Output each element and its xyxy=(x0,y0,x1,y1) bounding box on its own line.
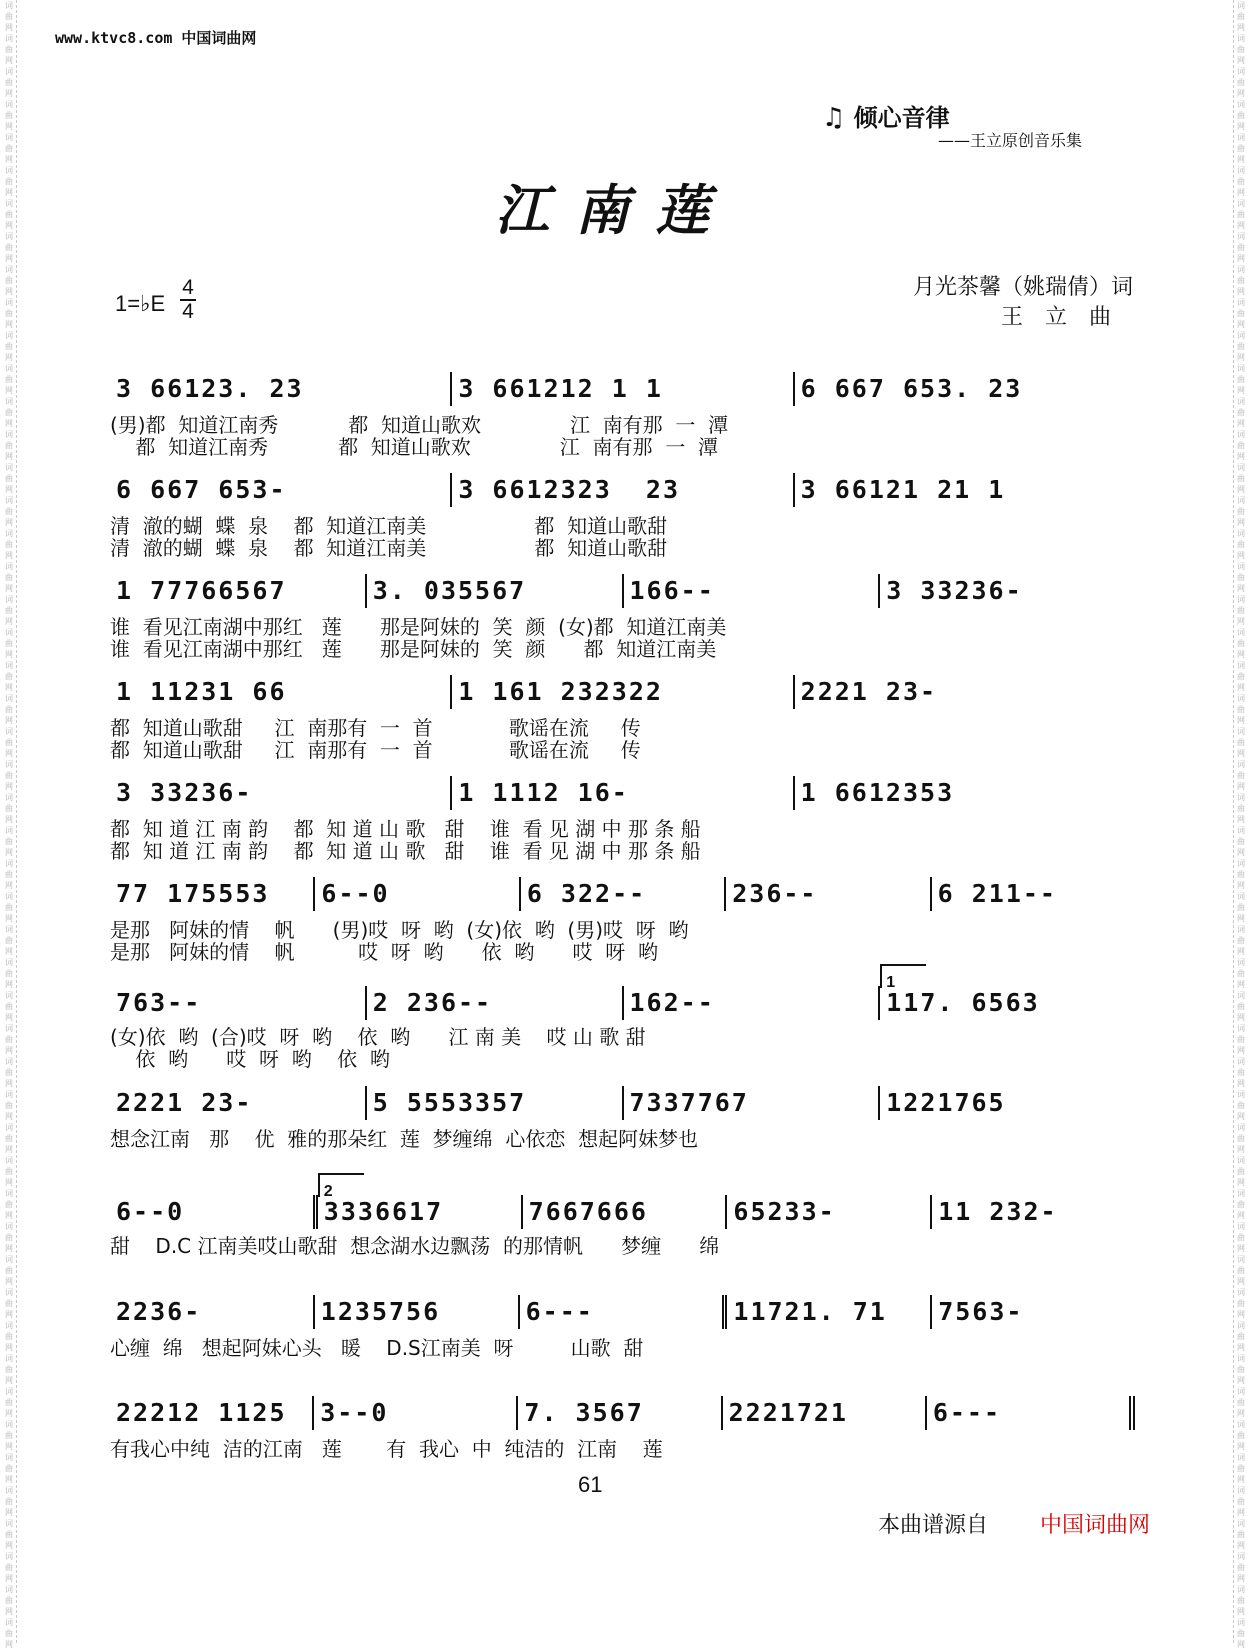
measure: 6--0 xyxy=(110,1195,318,1229)
measure: 7667666 xyxy=(523,1195,728,1229)
left-watermark: 词 曲 网 词 曲 网 词 曲 网 词 曲 网 词 曲 网 词 曲 网 词 曲 网 词 曲 网 词 曲 网 词 曲 网 词 曲 网 词 曲 网 词 曲 网 词 曲 网 词 曲 网 词 曲 网 词 曲 网 词 曲 网 词 曲 网 词 曲 网 词 曲 网 词 曲 网 词 曲 网 词 曲 网 词 曲 网 词 曲 网 词 曲 网 词 曲 网 词 曲 网 词 曲 网 词 曲 网 词 曲 网 词 曲 网 词 曲 网 词 曲 网 词 曲 网 词 曲 网 词 曲 网 词 曲 网 词 曲 网 词 曲 网 词 曲 网 词 曲 网 词 曲 网 词 曲 网 词 曲 网 词 曲 网 词 曲 网 词 曲 网 词 曲 网 xyxy=(5,1,13,1649)
measure: 6--- xyxy=(520,1295,728,1329)
lyrics-line-2: 都 知 道 江 南 韵 都 知 道 山 歌 甜 谁 看 见 湖 中 那 条 船 xyxy=(110,839,701,863)
score-line xyxy=(100,968,1135,1076)
lyrics-line-1: (男)都 知道江南秀 都 知道山歌欢 江 南有那 一 潭 xyxy=(110,413,729,437)
score-line xyxy=(100,463,1135,564)
measure: 166-- xyxy=(624,574,881,608)
lyrics-line-1: 甜 D.C 江南美哎山歌甜 想念湖水边飘荡 的那情帆 梦缠 绵 xyxy=(110,1234,720,1258)
measure: 6 667 653. 23 xyxy=(800,374,1023,403)
lyrics-line-2: 都 知道山歌甜 江 南那有 一 首 歌谣在流 传 xyxy=(110,738,641,762)
lyrics-line-1: 心缠 绵 想起阿妹心头 暖 D.S江南美 呀 山歌 甜 xyxy=(110,1336,644,1360)
measure: 11721. 71 xyxy=(727,1295,932,1329)
measure: 2236- xyxy=(110,1295,315,1329)
measure: 5 5553357 xyxy=(367,1086,624,1120)
measure: 3336617 2 xyxy=(318,1195,523,1229)
lyrics-line-2: 是那 阿妹的情 帆 哎 呀 哟 依 哟 哎 呀 哟 xyxy=(110,940,658,964)
song-title: 江南莲 xyxy=(495,178,735,242)
notes-row xyxy=(110,766,1135,810)
measure: 3--0 xyxy=(314,1396,518,1430)
measure: 763-- xyxy=(110,986,367,1020)
measure: 11 232- xyxy=(938,1197,1058,1226)
measure: 6 322-- xyxy=(521,877,726,911)
score-line xyxy=(100,1076,1135,1177)
time-bottom: 4 xyxy=(182,300,194,323)
measure: 1 6612353 xyxy=(800,778,955,807)
lyrics-line-2: 谁 看见江南湖中那红 莲 那是阿妹的 笑 颜 都 知道江南美 xyxy=(110,637,717,661)
measure: 2221721 xyxy=(723,1396,927,1430)
score-line xyxy=(100,564,1135,665)
measure: 1235756 xyxy=(315,1295,520,1329)
notes-row xyxy=(110,867,1135,911)
lyrics-line-1: 都 知 道 江 南 韵 都 知 道 山 歌 甜 谁 看 见 湖 中 那 条 船 xyxy=(110,817,701,841)
brand-logo xyxy=(822,98,950,133)
lyrics-line-1: 想念江南 那 优 雅的那朵红 莲 梦缠绵 心依恋 想起阿妹梦也 xyxy=(110,1127,699,1151)
measure: 6 667 653- xyxy=(110,473,452,507)
score-line xyxy=(100,867,1135,968)
measure: 3 66121 21 1 xyxy=(800,475,1006,504)
measure: 3 661212 1 1 xyxy=(452,372,794,406)
measure: 1 11231 66 xyxy=(110,675,452,709)
score-line xyxy=(100,1386,1135,1487)
measure: 6 211-- xyxy=(937,879,1057,908)
measure: 236-- xyxy=(726,877,931,911)
source-label: 本曲谱源自 xyxy=(878,1513,989,1538)
notes-row xyxy=(110,463,1135,507)
site-header[interactable]: www.ktvc8.com 中国词曲网 xyxy=(55,29,257,47)
page-number: 61 xyxy=(578,1472,603,1497)
measure: 7337767 xyxy=(624,1086,881,1120)
brand-subtitle: ——王立原创音乐集 xyxy=(938,131,1083,150)
measure: 65233- xyxy=(727,1195,932,1229)
measure: 3 33236- xyxy=(110,776,452,810)
score-line xyxy=(100,665,1135,766)
volta-bracket: 2 xyxy=(318,1173,364,1197)
source-site-link[interactable]: 中国词曲网 xyxy=(1040,1513,1151,1538)
notes-row xyxy=(110,362,1135,406)
measure: 2221 23- xyxy=(110,1086,367,1120)
lyrics-line-2: 都 知道江南秀 都 知道山歌欢 江 南有那 一 潭 xyxy=(110,435,718,459)
lyrics-line-2: 依 哟 哎 呀 哟 依 哟 xyxy=(110,1047,390,1071)
notes-row xyxy=(110,1386,1135,1430)
left-margin-line xyxy=(16,0,17,1643)
measure: 22212 1125 xyxy=(110,1396,314,1430)
measure: 6--0 xyxy=(315,877,520,911)
score-line xyxy=(100,1285,1135,1386)
lyrics-line-1: 都 知道山歌甜 江 南那有 一 首 歌谣在流 传 xyxy=(110,716,641,740)
brand-name: 倾心音律 xyxy=(853,104,950,132)
measure: 2 236-- xyxy=(367,986,624,1020)
measure: 77 175553 xyxy=(110,877,315,911)
measure: 117. 6563 1 xyxy=(880,986,1135,1020)
measure: 1 161 232322 xyxy=(452,675,794,709)
measure: 3. 035567 xyxy=(367,574,624,608)
notes-row xyxy=(110,976,1135,1020)
right-watermark: 词 曲 网 词 曲 网 词 曲 网 词 曲 网 词 曲 网 词 曲 网 词 曲 网 词 曲 网 词 曲 网 词 曲 网 词 曲 网 词 曲 网 词 曲 网 词 曲 网 词 曲 网 词 曲 网 词 曲 网 词 曲 网 词 曲 网 词 曲 网 词 曲 网 词 曲 网 词 曲 网 词 曲 网 词 曲 网 词 曲 网 词 曲 网 词 曲 网 词 曲 网 词 曲 网 词 曲 网 词 曲 网 词 曲 网 词 曲 网 词 曲 网 词 曲 网 词 曲 网 词 曲 网 词 曲 网 词 曲 网 词 曲 网 词 曲 网 词 曲 网 词 曲 网 词 曲 网 词 曲 网 词 曲 网 词 曲 网 词 曲 网 词 曲 网 xyxy=(1237,1,1245,1649)
notes-row xyxy=(110,1185,1135,1229)
measure: 1221765 xyxy=(886,1088,1006,1117)
measure: 6--- xyxy=(927,1396,1135,1430)
measure: 7563- xyxy=(938,1297,1024,1326)
score-line xyxy=(100,766,1135,867)
measure: 3 66123. 23 xyxy=(110,372,452,406)
composer-credit: 王立曲 xyxy=(1000,305,1133,330)
notes-row xyxy=(110,1285,1135,1329)
time-top: 4 xyxy=(182,276,194,299)
measure: 3 6612323 23 xyxy=(452,473,794,507)
score-line xyxy=(100,1177,1135,1285)
measure: 162-- xyxy=(624,986,881,1020)
key-signature: 1=♭E xyxy=(115,291,166,316)
music-note-icon: ♫ xyxy=(822,103,846,133)
lyrics-line-1: 是那 阿妹的情 帆 (男)哎 呀 哟 (女)依 哟 (男)哎 呀 哟 xyxy=(110,918,689,942)
measure: 3 33236- xyxy=(886,576,1023,605)
notes-row xyxy=(110,665,1135,709)
measure: 2221 23- xyxy=(800,677,938,706)
notes-row xyxy=(110,1076,1135,1120)
lyricist-credit: 月光茶馨（姚瑞倩）词 xyxy=(912,275,1133,300)
lyrics-line-1: 有我心中纯 洁的江南 莲 有 我心 中 纯洁的 江南 莲 xyxy=(110,1437,663,1461)
time-signature xyxy=(180,277,196,323)
lyrics-line-2: 清 澈的蝴 蝶 泉 都 知道江南美 都 知道山歌甜 xyxy=(110,536,668,560)
lyrics-line-1: 谁 看见江南湖中那红 莲 那是阿妹的 笑 颜 (女)都 知道江南美 xyxy=(110,615,727,639)
lyrics-line-1: (女)依 哟 (合)哎 呀 哟 依 哟 江 南 美 哎 山 歌 甜 xyxy=(110,1025,646,1049)
volta-bracket: 1 xyxy=(880,964,926,988)
score-line xyxy=(100,362,1135,463)
score-body xyxy=(100,362,1135,1487)
lyrics-line-1: 清 澈的蝴 蝶 泉 都 知道江南美 都 知道山歌甜 xyxy=(110,514,668,538)
measure: 7. 3567 xyxy=(518,1396,722,1430)
notes-row xyxy=(110,564,1135,608)
measure: 1 1112 16- xyxy=(452,776,794,810)
measure: 1 77766567 xyxy=(110,574,367,608)
